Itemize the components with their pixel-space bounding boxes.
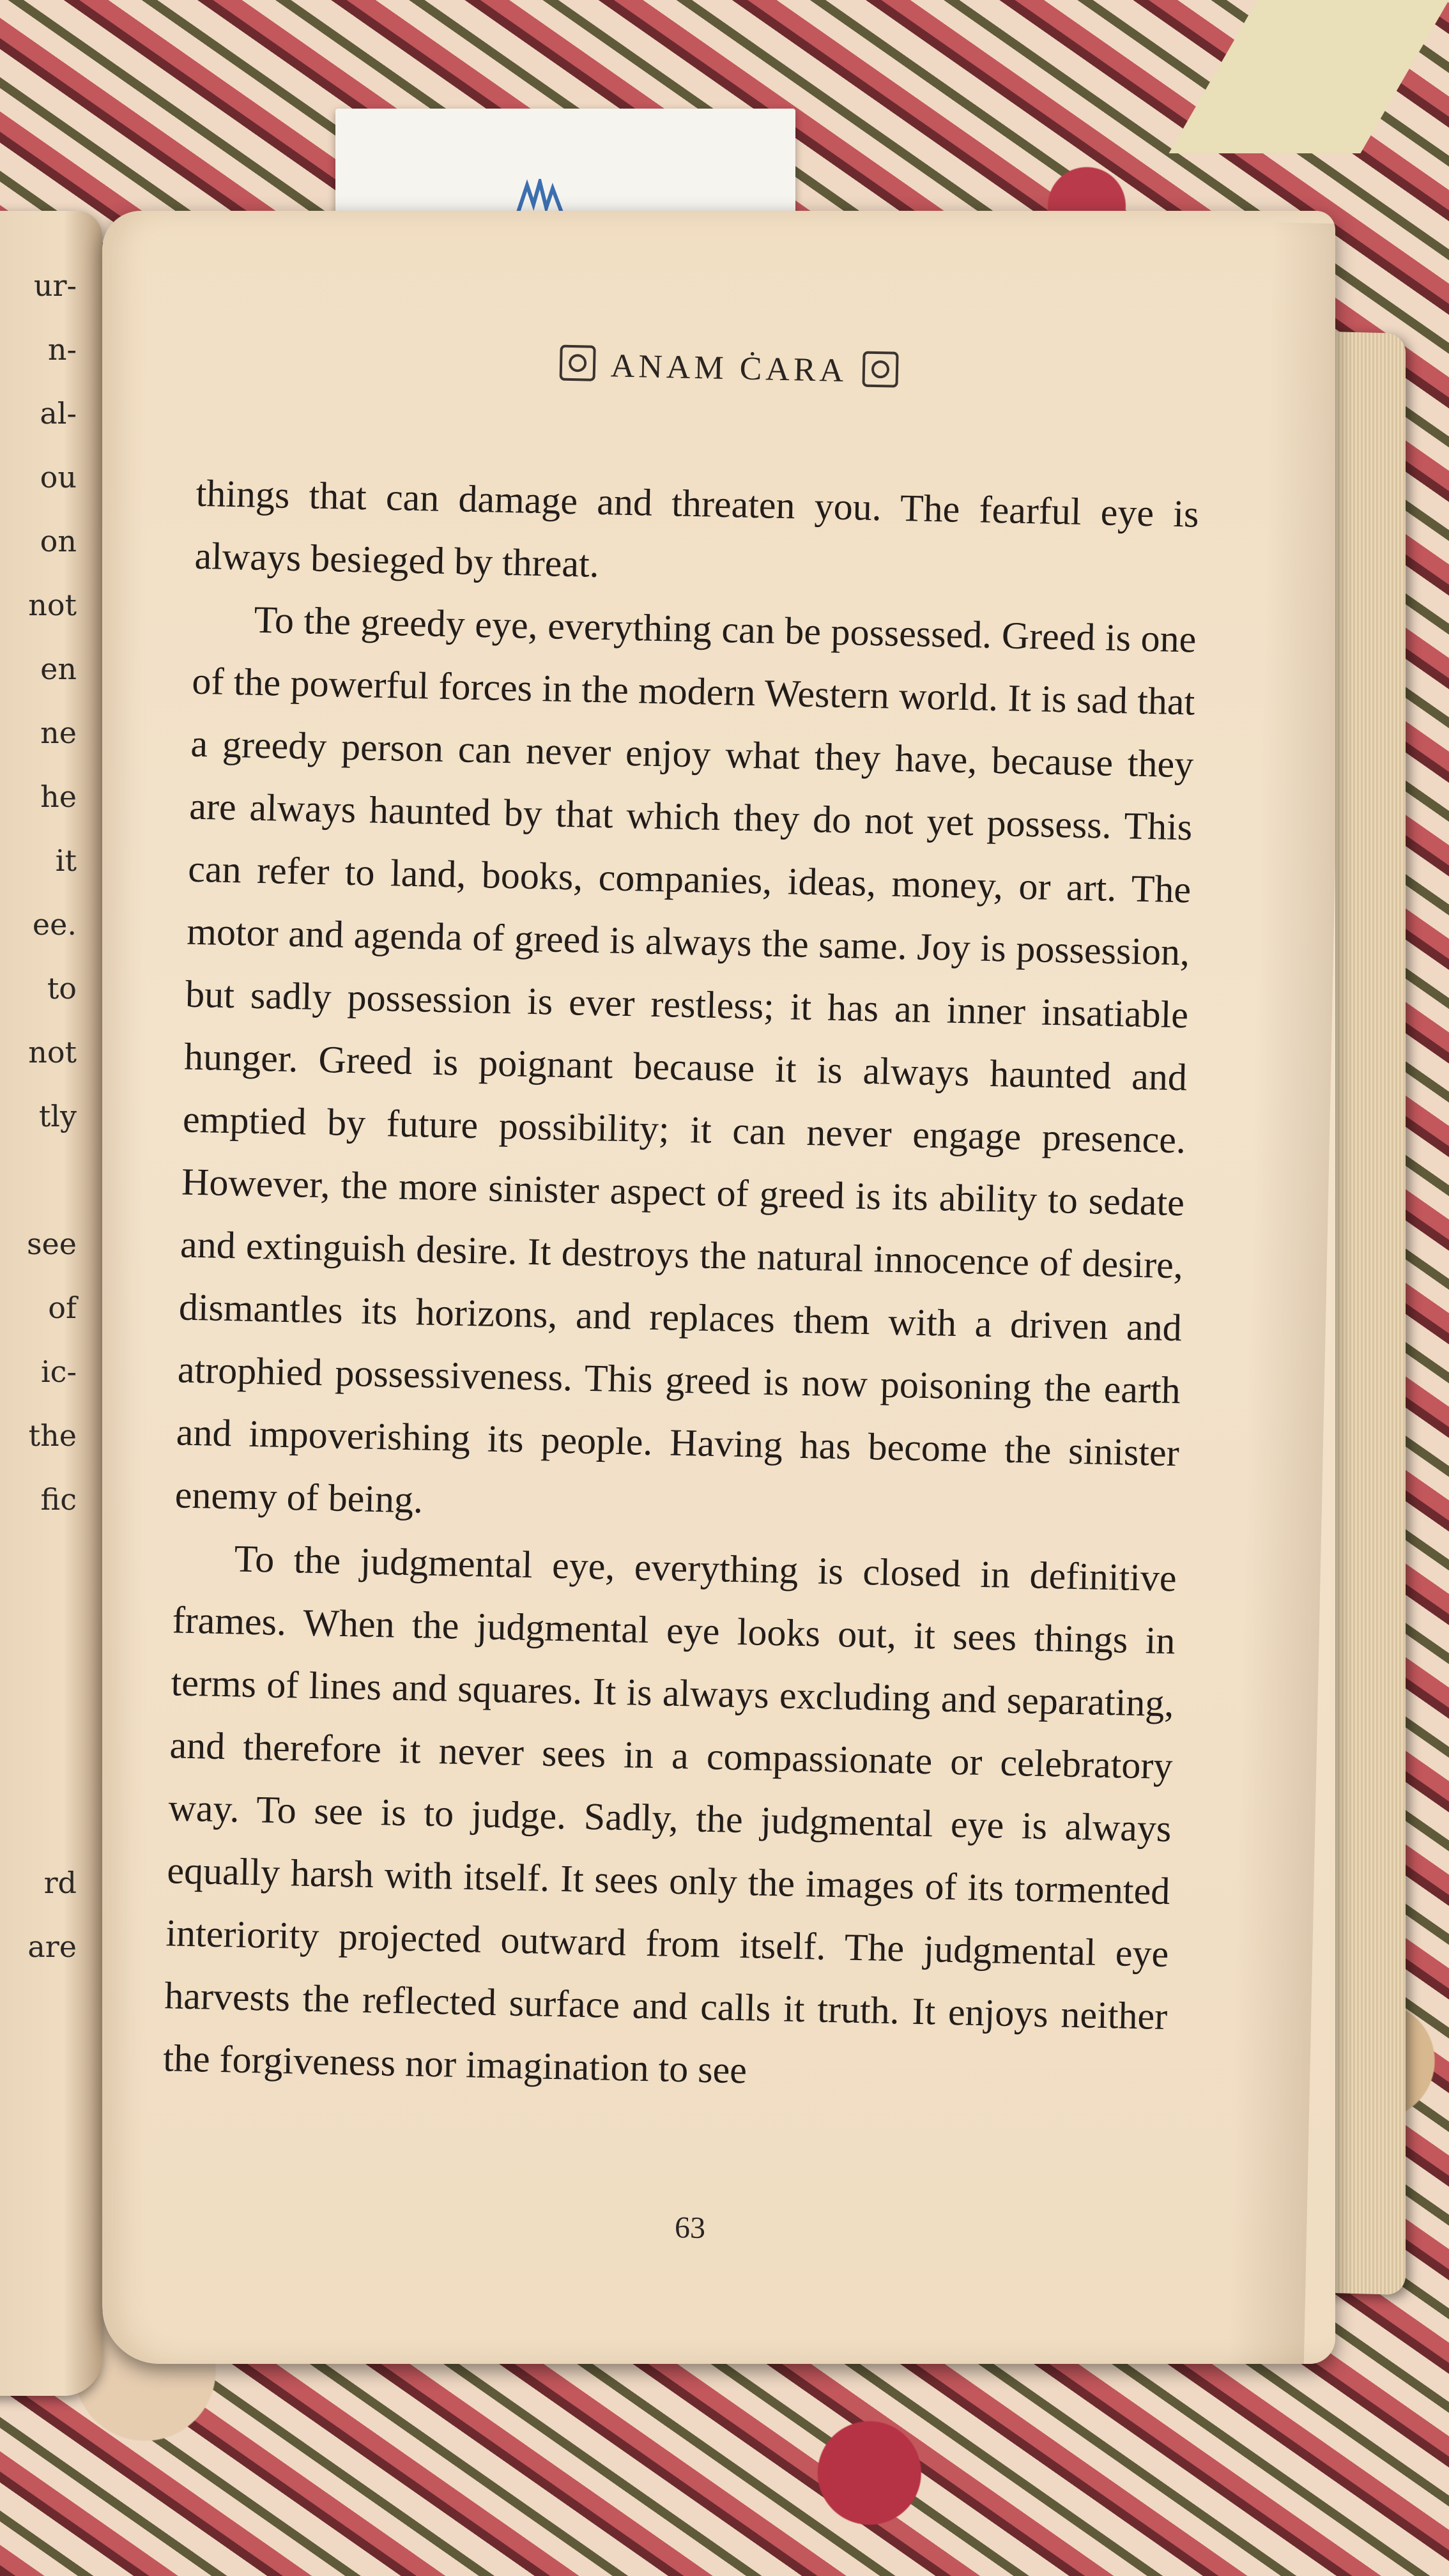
ornament-icon [862, 351, 899, 388]
left-page-fragment: he [40, 779, 77, 814]
left-page-fragment: al- [40, 396, 77, 431]
left-page-fragment: ne [40, 716, 77, 750]
running-head-title: ANAM ĊARA [610, 348, 848, 390]
left-page-fragment: ur- [33, 268, 77, 303]
left-page-fragment: fic [40, 1482, 77, 1517]
left-page-fragment: tly [38, 1099, 77, 1133]
left-page-fragment: are [27, 1929, 77, 1964]
left-page-edge [0, 211, 102, 2396]
left-page-fragment: of [48, 1291, 77, 1325]
left-page-fragment: see [26, 1227, 77, 1261]
paragraph-continuation: things that can damage and threaten you. The fearful eye is always besieged by threat. [194, 471, 1200, 585]
left-page-fragment: on [40, 524, 77, 558]
left-page-fragment: n- [47, 332, 77, 367]
left-page-fragment: ic- [40, 1354, 77, 1389]
left-page-fragment: the [28, 1418, 77, 1453]
paragraph-judgmental-eye: To the judgmental eye, everything is closed in definitive frames. When the judgmental eye looks out, it sees things in terms of lines and squares. It is always excluding and separating, and therefore it never sees in a compassionate or celebratory way. To see is to judge. Sadly, the judgmental eye is always equally harsh with itself. It sees only the images of its tormented interiority projected outward from itself. The judgmental eye harvests the reflected surface and calls it truth. It enjoys neither the forgiveness nor imagination to see [162, 1537, 1177, 2092]
running-head [112, 335, 1335, 400]
left-page-fragment: en [40, 652, 77, 686]
envelope-corner [1169, 0, 1449, 153]
page-number: 63 [674, 2211, 706, 2246]
left-page-fragment: ee. [32, 907, 77, 942]
left-page-fragment: ou [40, 460, 77, 494]
ornament-icon [559, 345, 595, 381]
left-page-fragment: not [28, 588, 77, 622]
left-page-fragment: it [55, 843, 77, 878]
paragraph-greedy-eye: To the greedy eye, everything can be possessed. Greed is one of the powerful forces in the modern Western world. It is sad that a greedy person can never enjoy what they have, because they are always haunted by that which they do not yet possess. This can refer to land, books, companies, ideas, money, or art. The motor and agenda of greed is always the same. Joy is possession, but sadly possession is ever restless; it has an inner insatiable hunger. Greed is poignant because it is always haunted and emptied by future possibility; it can never engage presence. However, the more sinister aspect of greed is its ability to sedate and extinguish desire. It destroys the natural innocence of desire, dismantles its horizons, and replaces them with a driven and atrophied possessiveness. This greed is now poisoning the earth and impoverishing its people. Having has become the sinister enemy of being. [174, 598, 1197, 1521]
page-curl-shadow [1227, 222, 1335, 2364]
body-text [162, 462, 1199, 2110]
left-page-fragment: to [47, 971, 77, 1006]
left-page-fragment: not [28, 1035, 77, 1070]
left-page-fragment: rd [43, 1866, 77, 1900]
book-page [102, 211, 1335, 2364]
